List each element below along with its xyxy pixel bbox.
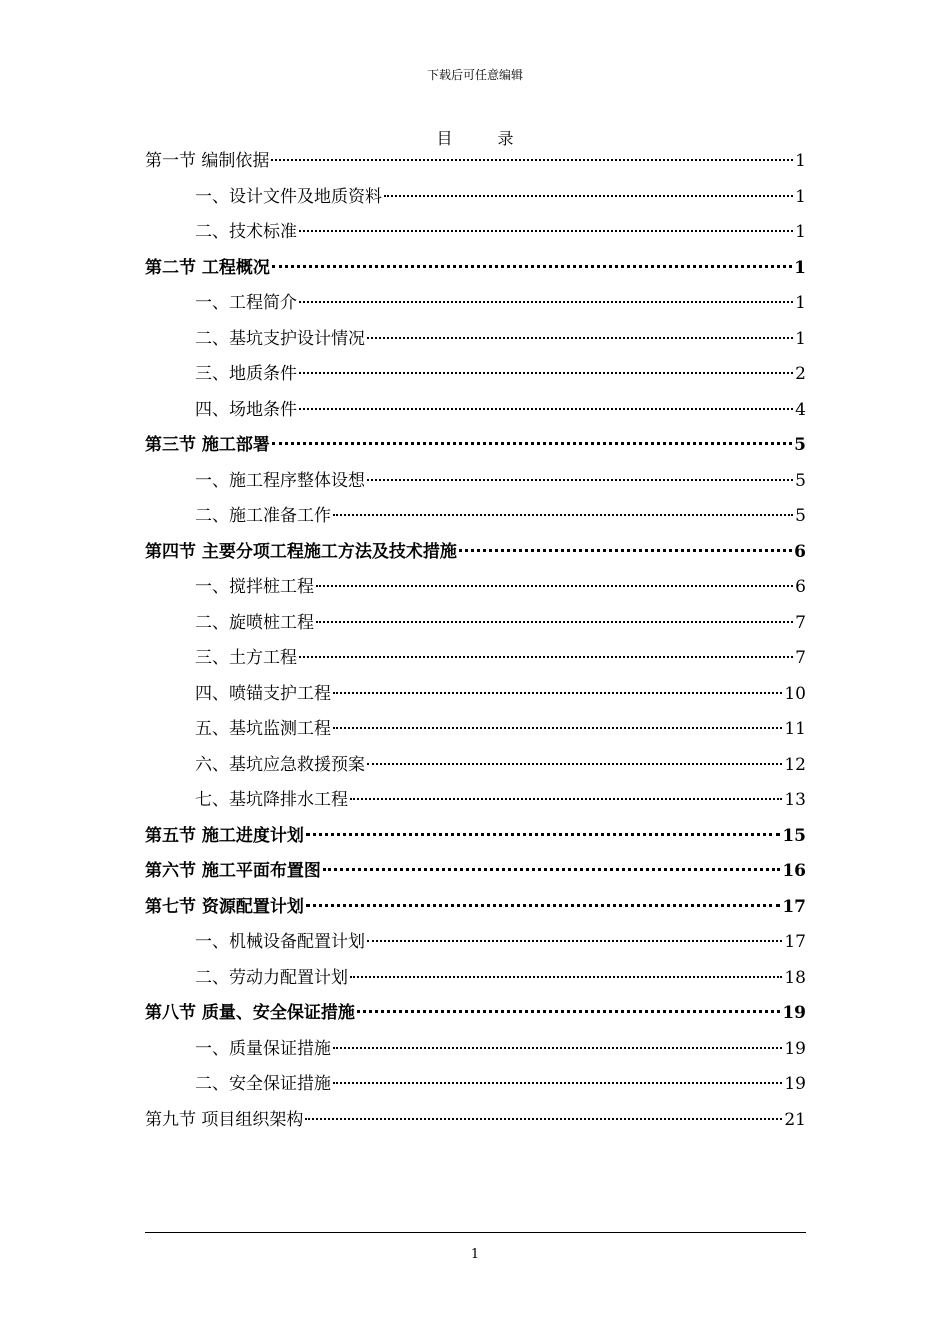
- toc-entry-page: 19: [784, 1074, 806, 1094]
- toc-entry-page: 7: [795, 648, 806, 668]
- toc-subsection-entry[interactable]: [145, 1067, 806, 1103]
- toc-entry-label: 一、工程简介: [195, 293, 297, 313]
- toc-entry-page: 5: [794, 435, 806, 455]
- toc-entry-label: 第八节 质量、安全保证措施: [145, 1003, 355, 1023]
- toc-entry-label: 六、基坑应急救援预案: [195, 754, 365, 775]
- toc-entry-label: 二、施工准备工作: [195, 506, 331, 526]
- toc-subsection-entry[interactable]: [145, 357, 806, 393]
- toc-subsection-entry[interactable]: [145, 215, 806, 251]
- toc-subsection-entry[interactable]: [145, 748, 806, 784]
- toc-dot-leader: [333, 1047, 782, 1049]
- toc-subsection-entry[interactable]: [145, 925, 806, 961]
- toc-dot-leader: [305, 1118, 782, 1120]
- toc-entry-page: 19: [784, 1038, 806, 1059]
- toc-entry-page: 1: [795, 293, 806, 313]
- toc-entry-label: 一、搅拌桩工程: [195, 577, 314, 597]
- toc-dot-leader: [384, 195, 793, 197]
- toc-entry-page: 7: [795, 612, 806, 633]
- toc-entry-label: 四、场地条件: [195, 399, 297, 420]
- toc-entry-label: 二、劳动力配置计划: [195, 967, 348, 988]
- toc-entry-label: 二、旋喷桩工程: [195, 612, 314, 633]
- toc-entry-label: 五、基坑监测工程: [195, 719, 331, 739]
- toc-dot-leader: [299, 301, 793, 303]
- toc-subsection-entry[interactable]: [145, 499, 806, 535]
- toc-entry-label: 第九节 项目组织架构: [145, 1109, 304, 1130]
- toc-entry-label: 一、机械设备配置计划: [195, 932, 365, 952]
- toc-dot-leader: [367, 337, 793, 339]
- toc-section-entry[interactable]: [145, 996, 806, 1032]
- toc-dot-leader: [323, 868, 780, 871]
- toc-entry-label: 一、施工程序整体设想: [195, 470, 365, 491]
- toc-dot-leader: [333, 727, 782, 729]
- toc-section-entry[interactable]: [145, 144, 806, 180]
- page-number: 1: [470, 1247, 480, 1262]
- toc-entry-label: 二、安全保证措施: [195, 1074, 331, 1094]
- toc-entry-label: 第七节 资源配置计划: [145, 896, 304, 917]
- toc-dot-leader: [272, 442, 792, 445]
- toc-section-entry[interactable]: [145, 890, 806, 926]
- toc-subsection-entry[interactable]: [145, 961, 806, 997]
- toc-dot-leader: [306, 904, 780, 907]
- toc-section-entry[interactable]: [145, 251, 806, 287]
- toc-entry-label: 三、地质条件: [195, 364, 297, 384]
- toc-entry-label: 第一节 编制依据: [145, 151, 270, 171]
- toc-entry-page: 1: [794, 257, 806, 278]
- toc-entry-label: 三、土方工程: [195, 648, 297, 668]
- toc-dot-leader: [367, 940, 782, 942]
- toc-entry-label: 一、质量保证措施: [195, 1038, 331, 1059]
- toc-subsection-entry[interactable]: [145, 712, 806, 748]
- toc-dot-leader: [316, 585, 793, 587]
- toc-section-entry[interactable]: [145, 854, 806, 890]
- toc-dot-leader: [333, 692, 782, 694]
- toc-entry-page: 16: [782, 861, 806, 881]
- toc-title: 目 录: [436, 129, 534, 148]
- toc-dot-leader: [299, 408, 793, 410]
- toc-dot-leader: [316, 621, 793, 623]
- toc-dot-leader: [333, 514, 793, 516]
- toc-entry-page: 21: [784, 1109, 806, 1130]
- toc-subsection-entry[interactable]: [145, 641, 806, 677]
- toc-entry-page: 2: [795, 364, 806, 384]
- toc-dot-leader: [272, 265, 792, 268]
- toc-entry-label: 二、技术标准: [195, 222, 297, 242]
- toc-entry-page: 5: [795, 506, 806, 526]
- toc-entry-label: 第二节 工程概况: [145, 257, 270, 278]
- toc-dot-leader: [333, 1082, 782, 1084]
- toc-dot-leader: [350, 976, 782, 978]
- toc-dot-leader: [367, 763, 782, 765]
- toc-entry-page: 13: [784, 790, 806, 810]
- toc-entry-page: 10: [784, 683, 806, 704]
- toc-entry-page: 1: [795, 151, 806, 171]
- footer-divider: [145, 1232, 806, 1233]
- toc-entry-label: 第五节 施工进度计划: [145, 825, 304, 846]
- toc-dot-leader: [350, 798, 782, 800]
- toc-subsection-entry[interactable]: [145, 322, 806, 358]
- toc-entry-label: 第四节 主要分项工程施工方法及技术措施: [145, 541, 457, 562]
- toc-subsection-entry[interactable]: [145, 1032, 806, 1068]
- toc-entry-page: 1: [795, 328, 806, 349]
- toc-dot-leader: [299, 230, 793, 232]
- toc-entry-label: 七、基坑降排水工程: [195, 790, 348, 810]
- toc-entry-page: 5: [795, 470, 806, 491]
- toc-entry-page: 17: [782, 896, 806, 917]
- toc-entry-label: 一、设计文件及地质资料: [195, 186, 382, 207]
- toc-subsection-entry[interactable]: [145, 783, 806, 819]
- toc-entry-page: 1: [795, 186, 806, 207]
- toc-dot-leader: [306, 833, 780, 836]
- toc-entry-page: 17: [784, 932, 806, 952]
- toc-section-entry[interactable]: [145, 819, 806, 855]
- toc-dot-leader: [357, 1010, 780, 1013]
- toc-subsection-entry[interactable]: [145, 570, 806, 606]
- toc-subsection-entry[interactable]: [145, 393, 806, 429]
- toc-entry-page: 11: [784, 719, 806, 739]
- toc-dot-leader: [299, 372, 793, 374]
- toc-section-entry[interactable]: [145, 1103, 806, 1139]
- toc-entry-label: 第六节 施工平面布置图: [145, 861, 321, 881]
- toc-entry-page: 18: [784, 967, 806, 988]
- toc-section-entry[interactable]: [145, 535, 806, 571]
- toc-subsection-entry[interactable]: [145, 677, 806, 713]
- toc-subsection-entry[interactable]: [145, 286, 806, 322]
- toc-dot-leader: [367, 479, 793, 481]
- table-of-contents: [145, 144, 806, 1138]
- toc-entry-page: 1: [795, 222, 806, 242]
- toc-entry-page: 15: [782, 825, 806, 846]
- toc-entry-page: 12: [784, 754, 806, 775]
- toc-entry-page: 4: [795, 399, 806, 420]
- toc-dot-leader: [299, 656, 793, 658]
- toc-dot-leader: [459, 549, 792, 552]
- toc-subsection-entry[interactable]: [145, 180, 806, 216]
- toc-subsection-entry[interactable]: [145, 606, 806, 642]
- header-note: 下载后可任意编辑: [426, 68, 523, 82]
- toc-dot-leader: [271, 159, 793, 161]
- toc-entry-label: 第三节 施工部署: [145, 435, 270, 455]
- toc-entry-page: 19: [782, 1003, 806, 1023]
- toc-entry-page: 6: [795, 577, 806, 597]
- toc-subsection-entry[interactable]: [145, 464, 806, 500]
- toc-entry-label: 四、喷锚支护工程: [195, 683, 331, 704]
- toc-entry-page: 6: [794, 541, 806, 562]
- toc-section-entry[interactable]: [145, 428, 806, 464]
- toc-entry-label: 二、基坑支护设计情况: [195, 328, 365, 349]
